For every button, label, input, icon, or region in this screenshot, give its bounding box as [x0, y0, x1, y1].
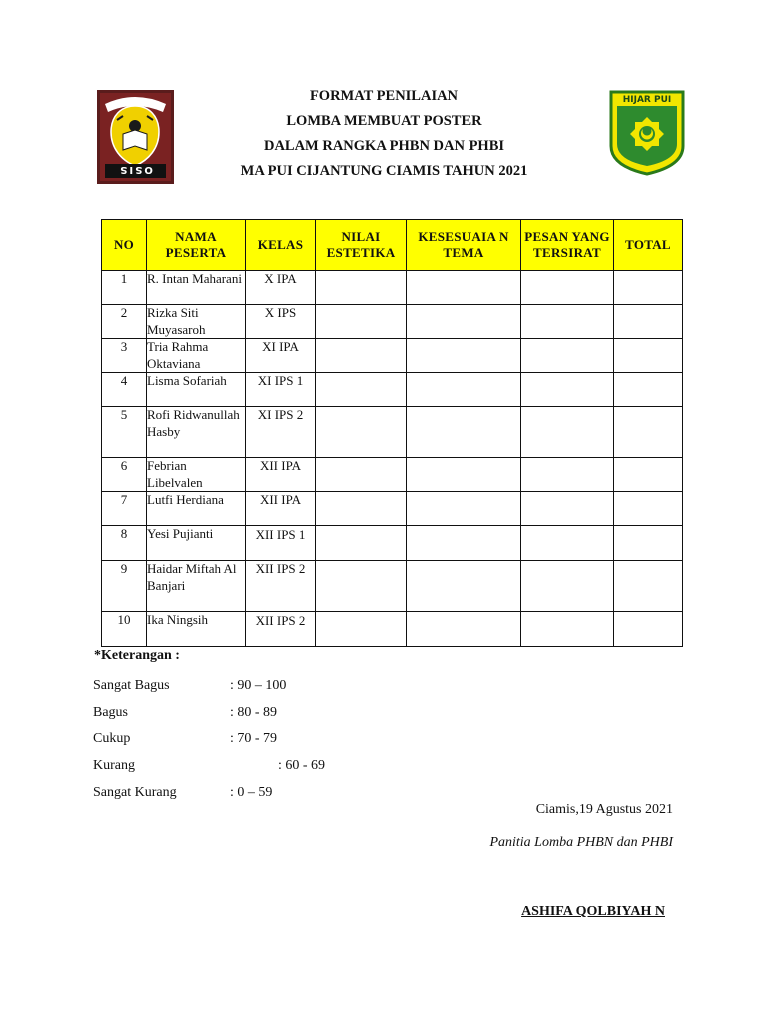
col-header-kelas: KELAS	[246, 220, 316, 271]
criteria-range: : 70 - 79	[230, 731, 278, 746]
table-row	[102, 305, 683, 339]
cell-total[interactable]	[614, 612, 683, 647]
title-line-4: MA PUI CIJANTUNG CIAMIS TAHUN 2021	[240, 163, 528, 179]
col-header-no: NO	[102, 220, 147, 271]
table-row	[102, 407, 683, 458]
cell-nama: R. Intan Maharani	[147, 271, 246, 305]
cell-tema[interactable]	[407, 612, 521, 647]
col-header-nama: NAMA PESERTA	[147, 220, 246, 271]
cell-pesan[interactable]	[521, 407, 614, 458]
cell-pesan[interactable]	[521, 373, 614, 407]
cell-nama: Lisma Sofariah	[147, 373, 246, 407]
cell-kelas: XI IPS 1	[246, 373, 316, 407]
cell-kelas: XII IPS 1	[246, 526, 316, 561]
table-row	[102, 339, 683, 373]
assessment-table	[101, 219, 683, 647]
cell-kelas: XII IPS 2	[246, 612, 316, 647]
cell-tema[interactable]	[407, 271, 521, 305]
table-row	[102, 458, 683, 492]
cell-kelas: XII IPA	[246, 458, 316, 492]
table-row	[102, 526, 683, 561]
signature-committee: Panitia Lomba PHBN dan PHBI	[489, 835, 673, 850]
cell-no: 4	[102, 373, 147, 407]
cell-tema[interactable]	[407, 339, 521, 373]
cell-kelas: XII IPS 2	[246, 561, 316, 612]
criteria-range: : 90 – 100	[230, 678, 287, 693]
cell-tema[interactable]	[407, 373, 521, 407]
cell-no: 5	[102, 407, 147, 458]
table-row	[102, 271, 683, 305]
cell-total[interactable]	[614, 458, 683, 492]
cell-tema[interactable]	[407, 305, 521, 339]
cell-kelas: XI IPS 2	[246, 407, 316, 458]
criteria-range: : 80 - 89	[230, 705, 278, 720]
hijar-pui-logo-text: HIJAR PUI	[622, 95, 672, 105]
criteria-label: Cukup	[93, 731, 131, 746]
cell-pesan[interactable]	[521, 612, 614, 647]
cell-estetika[interactable]	[316, 492, 407, 526]
cell-tema[interactable]	[407, 526, 521, 561]
cell-pesan[interactable]	[521, 271, 614, 305]
cell-nama: Rizka Siti Muyasaroh	[147, 305, 246, 339]
osis-logo-text: OSIS	[118, 164, 153, 175]
criteria-label: Sangat Bagus	[93, 678, 170, 693]
cell-total[interactable]	[614, 373, 683, 407]
cell-estetika[interactable]	[316, 407, 407, 458]
cell-kelas: XII IPA	[246, 492, 316, 526]
col-header-estetika: NILAI ESTETIKA	[316, 220, 407, 271]
cell-estetika[interactable]	[316, 561, 407, 612]
cell-total[interactable]	[614, 339, 683, 373]
cell-estetika[interactable]	[316, 305, 407, 339]
signature-name: ASHIFA QOLBIYAH N	[521, 904, 665, 919]
cell-kelas: XI IPA	[246, 339, 316, 373]
table-row	[102, 373, 683, 407]
cell-nama: Ika Ningsih	[147, 612, 246, 647]
cell-kelas: X IPA	[246, 271, 316, 305]
col-header-total: TOTAL	[614, 220, 683, 271]
cell-total[interactable]	[614, 526, 683, 561]
criteria-range: : 60 - 69	[278, 758, 326, 773]
cell-tema[interactable]	[407, 561, 521, 612]
table-row	[102, 561, 683, 612]
cell-no: 3	[102, 339, 147, 373]
table-header-row	[102, 220, 683, 271]
cell-pesan[interactable]	[521, 458, 614, 492]
cell-estetika[interactable]	[316, 526, 407, 561]
cell-pesan[interactable]	[521, 305, 614, 339]
cell-total[interactable]	[614, 407, 683, 458]
criteria-label: Bagus	[93, 705, 128, 720]
cell-no: 1	[102, 271, 147, 305]
cell-pesan[interactable]	[521, 492, 614, 526]
cell-pesan[interactable]	[521, 526, 614, 561]
title-line-2: LOMBA MEMBUAT POSTER	[286, 113, 482, 129]
cell-nama: Haidar Miftah Al Banjari	[147, 561, 246, 612]
title-line-3: DALAM RANGKA PHBN DAN PHBI	[263, 138, 505, 154]
cell-estetika[interactable]	[316, 373, 407, 407]
cell-total[interactable]	[614, 271, 683, 305]
cell-nama: Tria Rahma Oktaviana	[147, 339, 246, 373]
cell-nama: Lutfi Herdiana	[147, 492, 246, 526]
cell-pesan[interactable]	[521, 339, 614, 373]
cell-tema[interactable]	[407, 492, 521, 526]
cell-no: 2	[102, 305, 147, 339]
cell-nama: Yesi Pujianti	[147, 526, 246, 561]
col-header-pesan: PESAN YANG TERSIRAT	[521, 220, 614, 271]
title-line-1: FORMAT PENILAIAN	[309, 88, 459, 104]
cell-no: 7	[102, 492, 147, 526]
cell-total[interactable]	[614, 305, 683, 339]
cell-estetika[interactable]	[316, 458, 407, 492]
col-header-tema: KESESUAIA N TEMA	[407, 220, 521, 271]
cell-no: 10	[102, 612, 147, 647]
cell-estetika[interactable]	[316, 271, 407, 305]
cell-estetika[interactable]	[316, 612, 407, 647]
cell-no: 6	[102, 458, 147, 492]
cell-pesan[interactable]	[521, 561, 614, 612]
cell-nama: Febrian Libelvalen	[147, 458, 246, 492]
cell-kelas: X IPS	[246, 305, 316, 339]
criteria-range: : 0 – 59	[230, 785, 273, 800]
signature-place-date: Ciamis,19 Agustus 2021	[535, 802, 673, 817]
table-row	[102, 612, 683, 647]
cell-tema[interactable]	[407, 407, 521, 458]
criteria-label: Sangat Kurang	[93, 785, 177, 800]
cell-nama: Rofi Ridwanullah Hasby	[147, 407, 246, 458]
cell-no: 9	[102, 561, 147, 612]
cell-tema[interactable]	[407, 458, 521, 492]
criteria-label: Kurang	[93, 758, 135, 773]
table-row	[102, 492, 683, 526]
cell-estetika[interactable]	[316, 339, 407, 373]
cell-total[interactable]	[614, 492, 683, 526]
cell-total[interactable]	[614, 561, 683, 612]
cell-no: 8	[102, 526, 147, 561]
keterangan-title: *Keterangan :	[94, 648, 180, 663]
